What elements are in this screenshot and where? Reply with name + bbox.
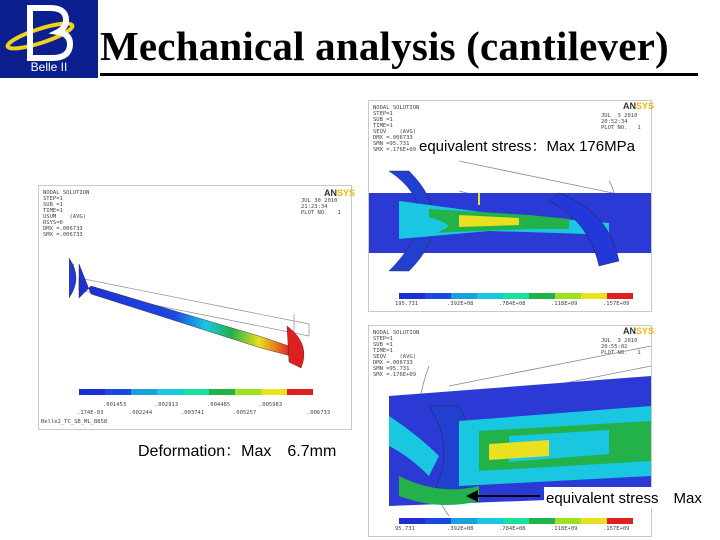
plot-header-text: NODAL SOLUTION STEP=1 SUB =1 TIME=1 USUM (AVG) RSYS=0 DMX =.006733 SMX =.006733 — [43, 190, 90, 238]
legend-label: .005983 — [259, 402, 283, 408]
ansys-logo: ANSYS — [623, 326, 655, 336]
legend-label: .157E+09 — [603, 301, 630, 307]
stress-max-label-top: equivalent stress：Max 176MPa — [417, 135, 637, 156]
stress-max-label-bottom: equivalent stress Max — [544, 487, 704, 508]
title-underline — [100, 73, 698, 76]
stress-model-graphic-top — [369, 101, 651, 311]
page-title: Mechanical analysis (cantilever) — [100, 23, 669, 69]
legend-label: .784E+08 — [499, 526, 526, 532]
plot-info-text: JUL 3 2010 20:52:34 PLOT NO. 1 — [601, 113, 641, 131]
legend-label: .002244 — [129, 410, 153, 416]
legend-label: .784E+08 — [499, 301, 526, 307]
deformation-model-graphic — [39, 186, 351, 429]
plot-footer-text: Belle2_TC_SB_ML_B858 — [41, 419, 108, 425]
legend-label: .002913 — [155, 402, 179, 408]
legend-label: .157E+09 — [603, 526, 630, 532]
plot-header-text: NODAL SOLUTION STEP=1 SUB =1 TIME=1 SEQV (AVG) DMX =.006733 SMN =95.731 SMX =.176E+09 — [373, 330, 420, 378]
legend-label: .003741 — [181, 410, 205, 416]
legend-label: .005257 — [233, 410, 257, 416]
belle-ii-logo — [0, 0, 98, 78]
deformation-plot-panel — [38, 185, 356, 430]
ansys-logo: ANSYS — [324, 188, 356, 198]
plot-info-text: JUL 30 2010 21:23:34 PLOT NO. 1 — [301, 198, 341, 216]
legend-label: .174E-03 — [77, 410, 104, 416]
legend-label: .004485 — [207, 402, 231, 408]
legend-label: .118E+09 — [551, 301, 578, 307]
legend-label: .006733 — [307, 410, 331, 416]
legend-label: .392E+08 — [447, 301, 474, 307]
legend-label: 95.731 — [395, 526, 415, 532]
deformation-max-label: Deformation：Max 6.7mm — [136, 438, 338, 461]
legend-label: .392E+08 — [447, 526, 474, 532]
stress-plot-panel-top — [368, 100, 655, 312]
plot-info-text: JUL 3 2010 20:55:02 PLOT NO. 1 — [601, 338, 641, 356]
plot-header-text: NODAL SOLUTION STEP=1 SUB =1 TIME=1 SEQV (AVG) DMX =.006733 SMN =95.731 SMX =.176E+09 — [373, 105, 420, 153]
legend-label: .001453 — [103, 402, 127, 408]
ansys-logo: ANSYS — [623, 101, 655, 111]
legend-label: 195.731 — [395, 301, 419, 307]
logo-label: Belle II — [30, 60, 68, 74]
legend-label: .118E+09 — [551, 526, 578, 532]
